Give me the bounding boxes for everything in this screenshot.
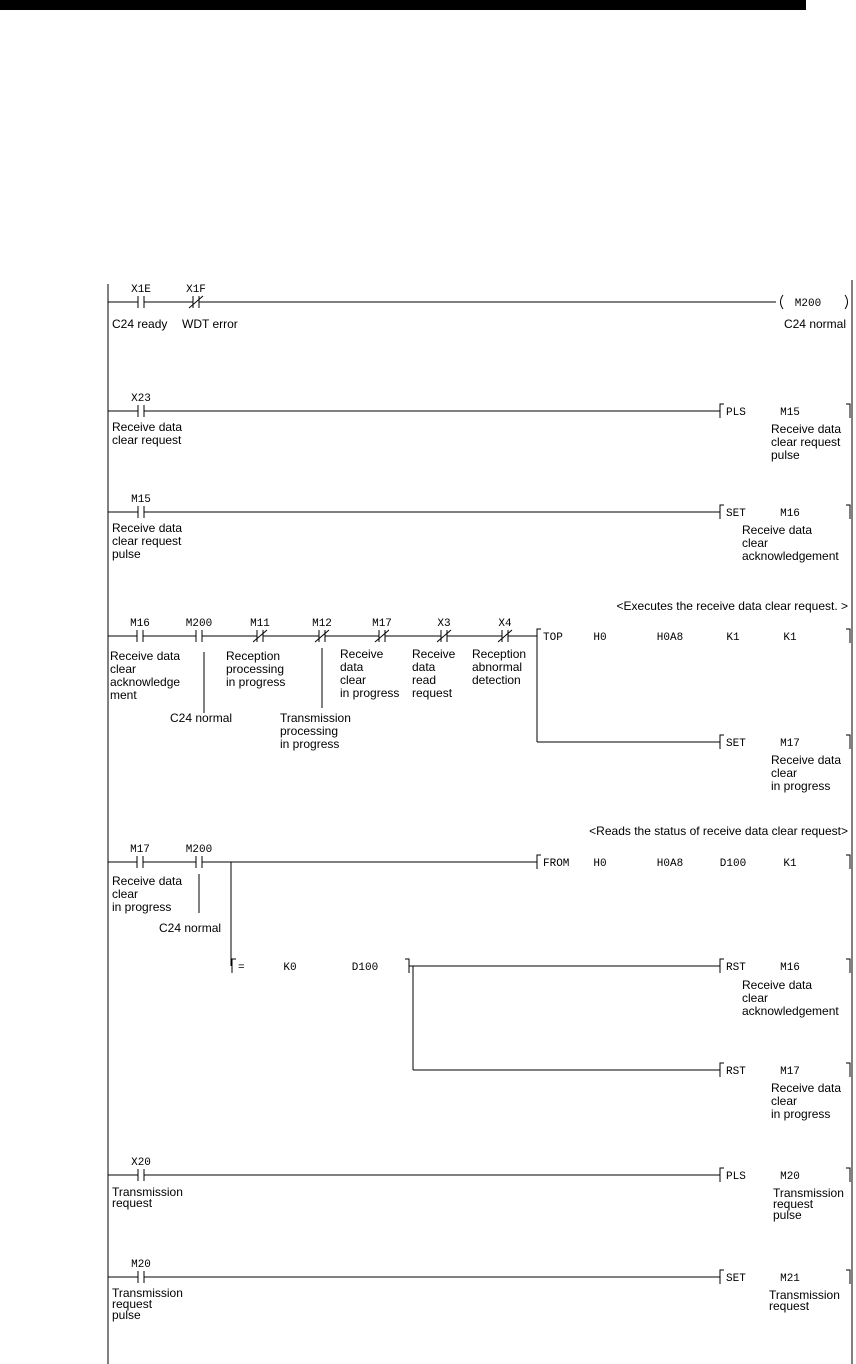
contact4-m11-device: M11 — [250, 618, 270, 630]
contact-x1e-device: X1E — [131, 284, 151, 296]
instr-from-operand-3: K1 — [783, 858, 797, 870]
contact-m20-device: M20 — [131, 1259, 151, 1271]
instr-x23-bracket-left — [720, 404, 724, 418]
instr-rst-m16-bracket-right — [846, 959, 850, 973]
contact4-x4-device: X4 — [498, 618, 512, 630]
comment-rung5: <Reads the status of receive data clear request> — [589, 824, 848, 838]
instr-x20-bracket-right — [846, 1168, 850, 1182]
instr-x23-bracket-right — [846, 404, 850, 418]
contact4-m16-device: M16 — [130, 618, 150, 630]
contact-x23-device: X23 — [131, 393, 151, 405]
label4-x3: Receive data read request — [412, 647, 456, 700]
instr-rst-m16-op: RST — [726, 962, 746, 974]
label-c24-normal: C24 normal — [783, 317, 846, 331]
instr-rst-m16-bracket-left — [720, 959, 724, 973]
label4-x4: Reception abnormal detection — [472, 647, 527, 687]
instr-set-m17-bracket-right — [846, 735, 850, 749]
instr-top-operand-3: K1 — [783, 632, 797, 644]
label-instr-x20: Transmission request pulse — [773, 1186, 844, 1222]
instr-top-operand-2: K1 — [726, 632, 740, 644]
instr-from-bracket-right — [846, 855, 850, 869]
instr-x20-operand-0: M20 — [780, 1171, 800, 1183]
coil-right — [845, 295, 848, 309]
instr-m15-bracket-right — [846, 505, 850, 519]
instr-x20-bracket-left — [720, 1168, 724, 1182]
compare-d100: D100 — [351, 962, 379, 974]
label-instr-x23: Receive data clear request pulse — [771, 422, 842, 462]
contact-x20-device: X20 — [131, 1157, 151, 1169]
contact4-m17-device: M17 — [372, 618, 392, 630]
label-x20: Transmission request — [112, 1185, 183, 1210]
coil-left — [781, 295, 784, 309]
coil-m200: M200 — [794, 298, 822, 310]
label4-set-m17: Receive data clear in progress — [771, 753, 842, 793]
contact-m15-device: M15 — [131, 494, 151, 506]
instr-x23-op: PLS — [726, 407, 746, 419]
label5-m17: Receive data clear in progress — [112, 874, 183, 914]
label5-rst-m17: Receive data clear in progress — [771, 1081, 842, 1121]
compare-op: = — [238, 962, 245, 974]
label-instr-m20: Transmission request — [769, 1288, 840, 1313]
instr-from-operand-0: H0 — [593, 858, 607, 870]
label-wdt-error: WDT error — [182, 317, 238, 331]
instr-m15-operand-0: M16 — [780, 508, 800, 520]
instr-from-op: FROM — [543, 858, 570, 870]
instr-set-m17-operand-0: M17 — [780, 738, 800, 750]
instr-x20-op: PLS — [726, 1171, 746, 1183]
label-c24-ready: C24 ready — [112, 317, 168, 331]
label4-m17: Receive data clear in progress — [340, 647, 400, 700]
label-m15: Receive data clear request pulse — [112, 521, 183, 561]
compare-bracket-right — [405, 959, 409, 973]
contact4-x3-device: X3 — [437, 618, 451, 630]
contact4-m12-device: M12 — [312, 618, 332, 630]
label4-m11: Reception processing in progress — [226, 649, 286, 689]
instr-top-operand-1: H0A8 — [656, 632, 684, 644]
instr-from-operand-2: D100 — [719, 858, 747, 870]
label4-m16: Receive data clear acknowledge ment — [110, 649, 181, 702]
instr-top-bracket-right — [846, 629, 850, 643]
instr-from-bracket-left — [537, 855, 541, 869]
instr-top-operand-0: H0 — [593, 632, 607, 644]
instr-top-op: TOP — [543, 632, 563, 644]
rungs-group — [108, 284, 850, 1322]
instr-rst-m17-bracket-right — [846, 1063, 850, 1077]
instr-m20-bracket-right — [846, 1270, 850, 1284]
label5-rst-m16: Receive data clear acknowledgement — [742, 978, 839, 1018]
compare-bracket-left — [232, 959, 236, 973]
label-instr-m15: Receive data clear acknowledgement — [742, 523, 839, 563]
instr-x23-operand-0: M15 — [780, 407, 800, 419]
instr-rst-m17-bracket-left — [720, 1063, 724, 1077]
contact5-m17-device: M17 — [130, 844, 150, 856]
contact5-m200-device: M200 — [185, 844, 213, 856]
instr-from-operand-1: H0A8 — [656, 858, 684, 870]
label4-m200: C24 normal — [170, 711, 233, 725]
instr-set-m17-bracket-left — [720, 735, 724, 749]
instr-m15-op: SET — [726, 508, 746, 520]
instr-m20-bracket-left — [720, 1270, 724, 1284]
comment-rung4: <Executes the receive data clear request. > — [616, 599, 848, 613]
label-m20: Transmission request pulse — [112, 1286, 183, 1322]
instr-m20-operand-0: M21 — [780, 1273, 800, 1285]
instr-m15-bracket-left — [720, 505, 724, 519]
contact4-m200-device: M200 — [185, 618, 213, 630]
instr-rst-m17-op: RST — [726, 1066, 746, 1078]
compare-k0: K0 — [283, 962, 297, 974]
instr-top-bracket-left — [537, 629, 541, 643]
label5-m200: C24 normal — [159, 921, 222, 935]
instr-m20-op: SET — [726, 1273, 746, 1285]
instr-rst-m17-operand-0: M17 — [780, 1066, 800, 1078]
instr-rst-m16-operand-0: M16 — [780, 962, 800, 974]
label-x23: Receive data clear request — [112, 420, 183, 447]
instr-set-m17-op: SET — [726, 738, 746, 750]
contact-x1f-device: X1F — [186, 284, 206, 296]
label4-m12: Transmission processing in progress — [280, 711, 351, 751]
